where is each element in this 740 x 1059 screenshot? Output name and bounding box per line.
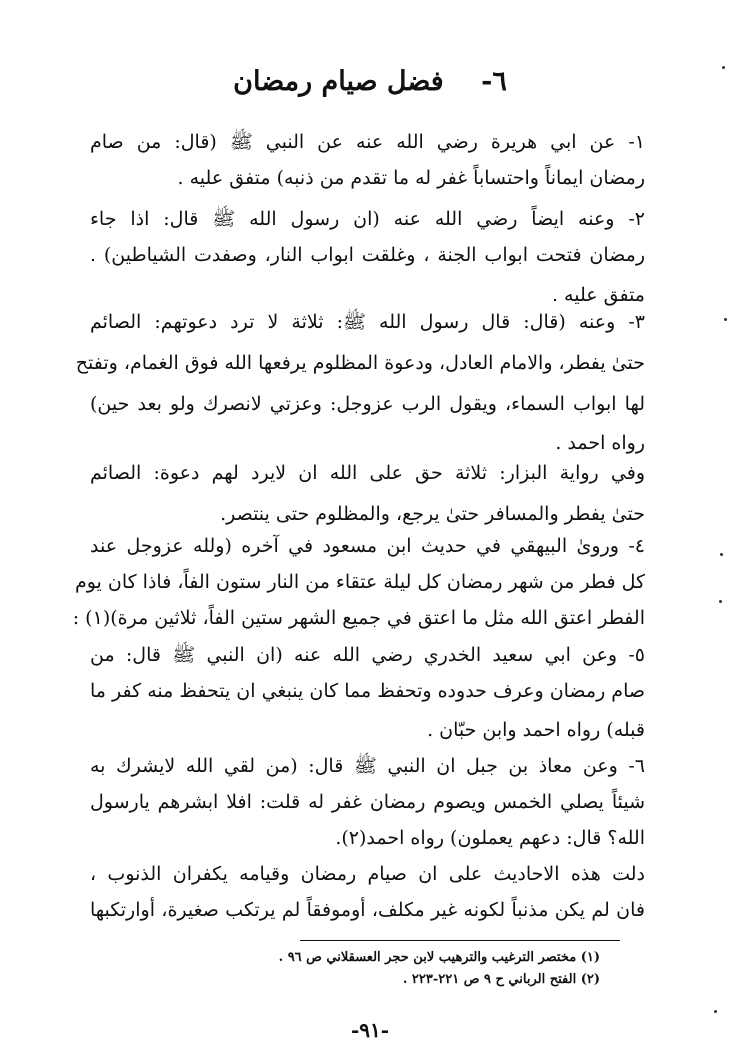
footnote-separator	[300, 940, 620, 941]
text-line: الله؟ قال: دعهم يعملون) رواه احمد(٢).	[335, 827, 645, 849]
text-line: كل فطر من شهر رمضان كل ليلة عتقاء من النار ستون الفاً، فاذا كان يوم	[74, 571, 645, 593]
text-line: رواه احمد .	[555, 432, 645, 454]
text-line: حتىٰ يفطر والمسافر حتىٰ يرجع، والمظلوم حتى ينتصر.	[220, 503, 645, 525]
scan-speck	[719, 600, 722, 603]
text-line: وفي رواية البزار: ثلاثة حق على الله ان لايرد لهم دعوة: الصائم	[90, 462, 645, 484]
text-line: قبله) رواه احمد وابن حبّان .	[427, 719, 645, 741]
text-line: ٢- وعنه ايضاً رضي الله عنه (ان رسول الله ﷺ قال: اذا جاء	[90, 208, 645, 230]
text-line: حتىٰ يفطر، والامام العادل، ودعوة المظلوم يرفعها الله فوق الغمام، وتفتح	[75, 352, 645, 374]
scan-speck	[724, 318, 727, 321]
scan-speck	[714, 1010, 717, 1013]
text-line: رمضان ايماناً واحتساباً غفر له ما تقدم من ذنبه) متفق عليه .	[177, 167, 645, 189]
text-line: ٥- وعن ابي سعيد الخدري رضي الله عنه (ان النبي ﷺ قال: من	[90, 644, 645, 666]
scan-speck	[720, 553, 723, 556]
text-line: الفطر اعتق الله مثل ما اعتق في جميع الشهر ستين الفاً، ثلاثين مرة)(١) :	[72, 607, 645, 629]
text-line: فان لم يكن مذنباً لكونه غير مكلف، أوموفقاً لم يرتكب صغيرة، أوارتكبها	[90, 899, 645, 921]
text-line: ٣- وعنه (قال: قال رسول الله ﷺ: ثلاثة لا ترد دعوتهم: الصائم	[90, 311, 645, 333]
section-heading	[180, 62, 560, 102]
text-line: رمضان فتحت ابواب الجنة ، وغلقت ابواب النار، وصفدت الشياطين) .	[90, 244, 645, 266]
text-line: صام رمضان وعرف حدوده وتحفظ مما كان ينبغي ان يتحفظ منه كفر ما	[90, 680, 645, 702]
text-line: ١- عن ابي هريرة رضي الله عنه عن النبي ﷺ (قال: من صام	[90, 131, 645, 153]
text-line: متفق عليه .	[551, 284, 645, 306]
section-title: فضل صيام رمضان	[233, 66, 444, 97]
footnote: (١) مختصر الترغيب والترهيب لابن حجر العسقلاني ص ٩٦ .	[278, 950, 600, 965]
page-number: -٩١-	[350, 1018, 390, 1042]
text-line: ٤- وروىٰ البيهقي في حديث ابن مسعود في آخره (ولله عزوجل عند	[90, 535, 645, 557]
text-line: شيئاً يصلي الخمس ويصوم رمضان غفر له قلت: افلا ابشرهم يارسول	[90, 791, 645, 813]
footnote: (٢) الفتح الرباني ح ٩ ص ٢٢١-٢٢٣ .	[402, 972, 600, 987]
text-line: ٦- وعن معاذ بن جبل ان النبي ﷺ قال: (من لقي الله لايشرك به	[90, 755, 645, 777]
section-number: ٦-	[481, 66, 507, 97]
text-line: دلت هذه الاحاديث على ان صيام رمضان وقيامه يكفران الذنوب ،	[90, 863, 645, 885]
text-line: لها ابواب السماء، ويقول الرب عزوجل: وعزتي لانصرك ولو بعد حين)	[90, 393, 645, 415]
scan-speck	[722, 66, 725, 69]
